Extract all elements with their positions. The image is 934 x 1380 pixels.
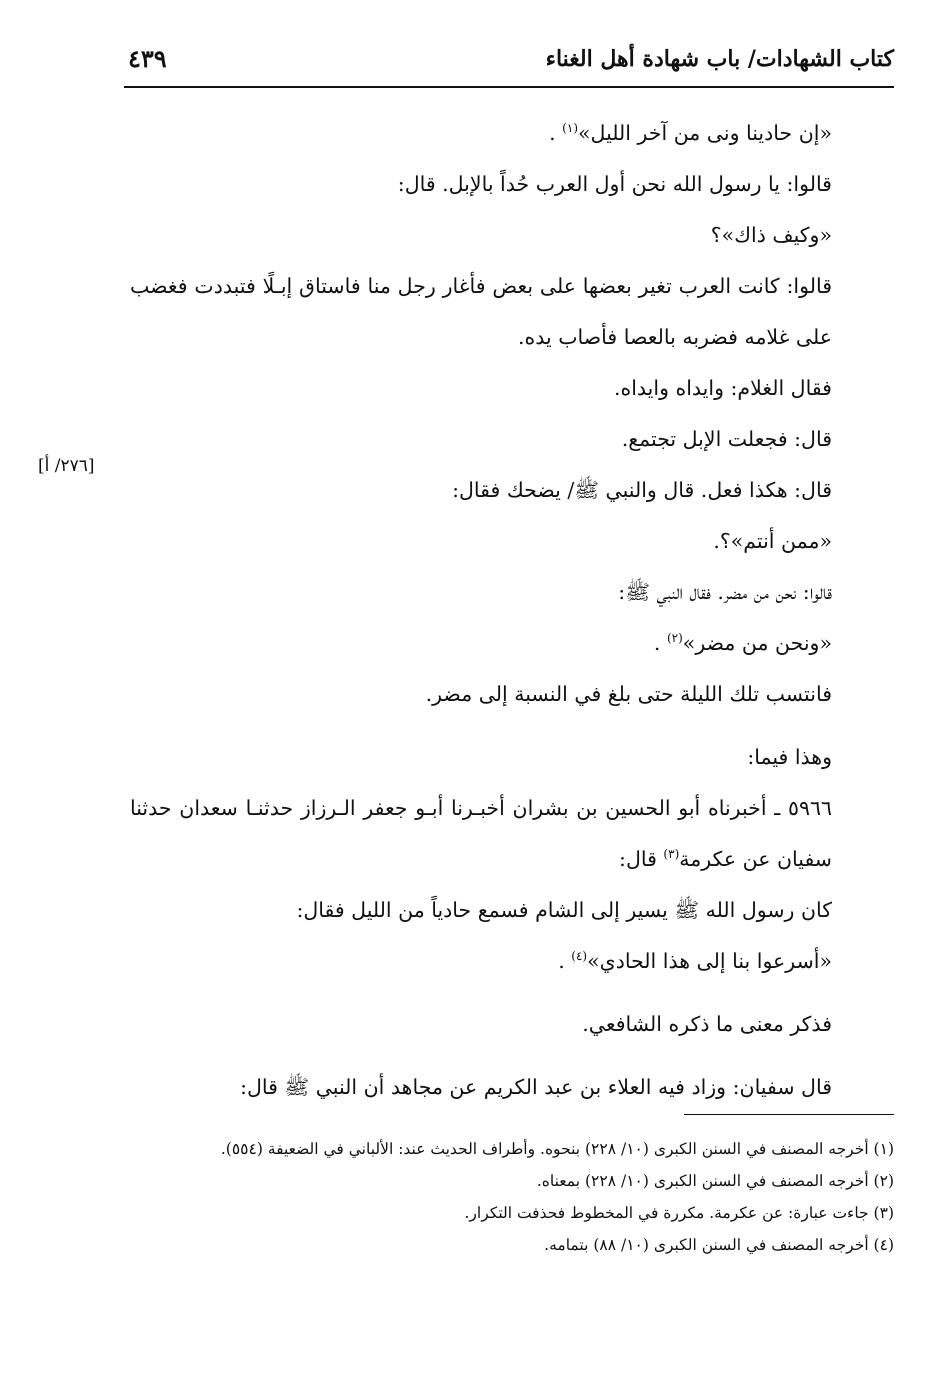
paragraph-text-tail: . xyxy=(549,121,563,145)
page-number: ٤٣٩ xyxy=(128,44,167,73)
paragraph-text: «وكيف ذاك»؟ xyxy=(710,223,832,247)
paragraph-text: قالوا: يا رسول الله نحن أول العرب حُداً بالإبل. قال: xyxy=(397,172,832,196)
paragraph xyxy=(130,1062,894,1113)
paragraph-text: «ممن أنتم»؟. xyxy=(713,529,832,553)
paragraph-text: فقال الغلام: وايداه وايداه. xyxy=(613,376,832,400)
paragraph xyxy=(130,885,894,936)
paragraph-text-tail: قال: xyxy=(619,847,664,871)
footnote: (١) أخرجه المصنف في السنن الكبرى (١٠/ ٢٢٨) بنحوه. وأطراف الحديث عند: الألباني في الضعيفة (٥٥٤). xyxy=(220,1140,894,1158)
paragraph xyxy=(130,999,894,1050)
footnote: (٣) جاءت عبارة: عن عكرمة. مكررة في المخطوط فحذفت التكرار. xyxy=(464,1204,894,1222)
paragraph xyxy=(130,159,894,210)
paragraph xyxy=(130,567,894,618)
main-text xyxy=(130,108,894,1113)
footnote-divider xyxy=(684,1114,894,1115)
paragraph-text: قالوا: نحن من مضر. فقال النبي ﷺ: xyxy=(618,580,832,604)
paragraph xyxy=(130,414,894,465)
footnote-marker[interactable]: (٤) xyxy=(571,949,588,964)
paragraph xyxy=(130,936,894,987)
chapter-title: كتاب الشهادات/ باب شهادة أهل الغناء xyxy=(545,46,894,72)
paragraph-text: فانتسب تلك الليلة حتى بلغ في النسبة إلى مضر. xyxy=(425,682,832,706)
paragraph-text: فذكر معنى ما ذكره الشافعي. xyxy=(582,1012,832,1036)
paragraph-text: قال سفيان: وزاد فيه العلاء بن عبد الكريم عن مجاهد أن النبي ﷺ قال: xyxy=(240,1075,832,1099)
paragraph-text: قال: فجعلت الإبل تجتمع. xyxy=(621,427,832,451)
paragraph-text: «أسرعوا بنا إلى هذا الحادي» xyxy=(587,949,832,973)
footnote-marker[interactable]: (٣) xyxy=(663,847,680,862)
paragraph xyxy=(130,210,894,261)
paragraph xyxy=(130,261,894,363)
paragraph xyxy=(130,783,894,885)
footnote-marker[interactable]: (١) xyxy=(562,121,578,136)
paragraph xyxy=(130,516,894,567)
paragraph-text: قالوا: كانت العرب تغير بعضها على بعض فأغار رجل منا فاستاق إبـلًا فتبددت فغضب على غلامه فضربه بالعصا فأصاب يده. xyxy=(130,274,832,349)
paragraph-text: «إن حادينا ونى من آخر الليل» xyxy=(578,121,832,145)
paragraph-text-tail: . xyxy=(653,631,667,655)
paragraph-text: قال: هكذا فعل. قال والنبي ﷺ/ يضحك فقال: xyxy=(452,478,832,502)
paragraph xyxy=(130,465,894,516)
footnote: (٢) أخرجه المصنف في السنن الكبرى (١٠/ ٢٢٨) بمعناه. xyxy=(536,1172,894,1190)
footnotes xyxy=(134,1136,894,1264)
paragraph-text: «ونحن من مضر» xyxy=(682,631,832,655)
manuscript-folio-reference: [٢٧٦/ أ] xyxy=(38,456,95,476)
paragraph xyxy=(130,669,894,720)
paragraph xyxy=(130,108,894,159)
paragraph-text: كان رسول الله ﷺ يسير إلى الشام فسمع حادياً من الليل فقال: xyxy=(296,898,832,922)
paragraph xyxy=(130,363,894,414)
paragraph xyxy=(130,618,894,669)
footnote-marker[interactable]: (٢) xyxy=(666,631,683,646)
paragraph-text: ٥٩٦٦ ـ أخبرناه أبو الحسين بن بشران أخبـرنا أبـو جعفر الـرزاز حدثنـا سعدان حدثنا سفيان عن عكرمة xyxy=(130,796,832,871)
paragraph-text-tail: . xyxy=(558,949,572,973)
page-header xyxy=(124,40,894,88)
paragraph xyxy=(130,732,894,783)
footnote: (٤) أخرجه المصنف في السنن الكبرى (١٠/ ٨٨) بتمامه. xyxy=(544,1236,894,1254)
paragraph-text: وهذا فيما: xyxy=(747,745,832,769)
